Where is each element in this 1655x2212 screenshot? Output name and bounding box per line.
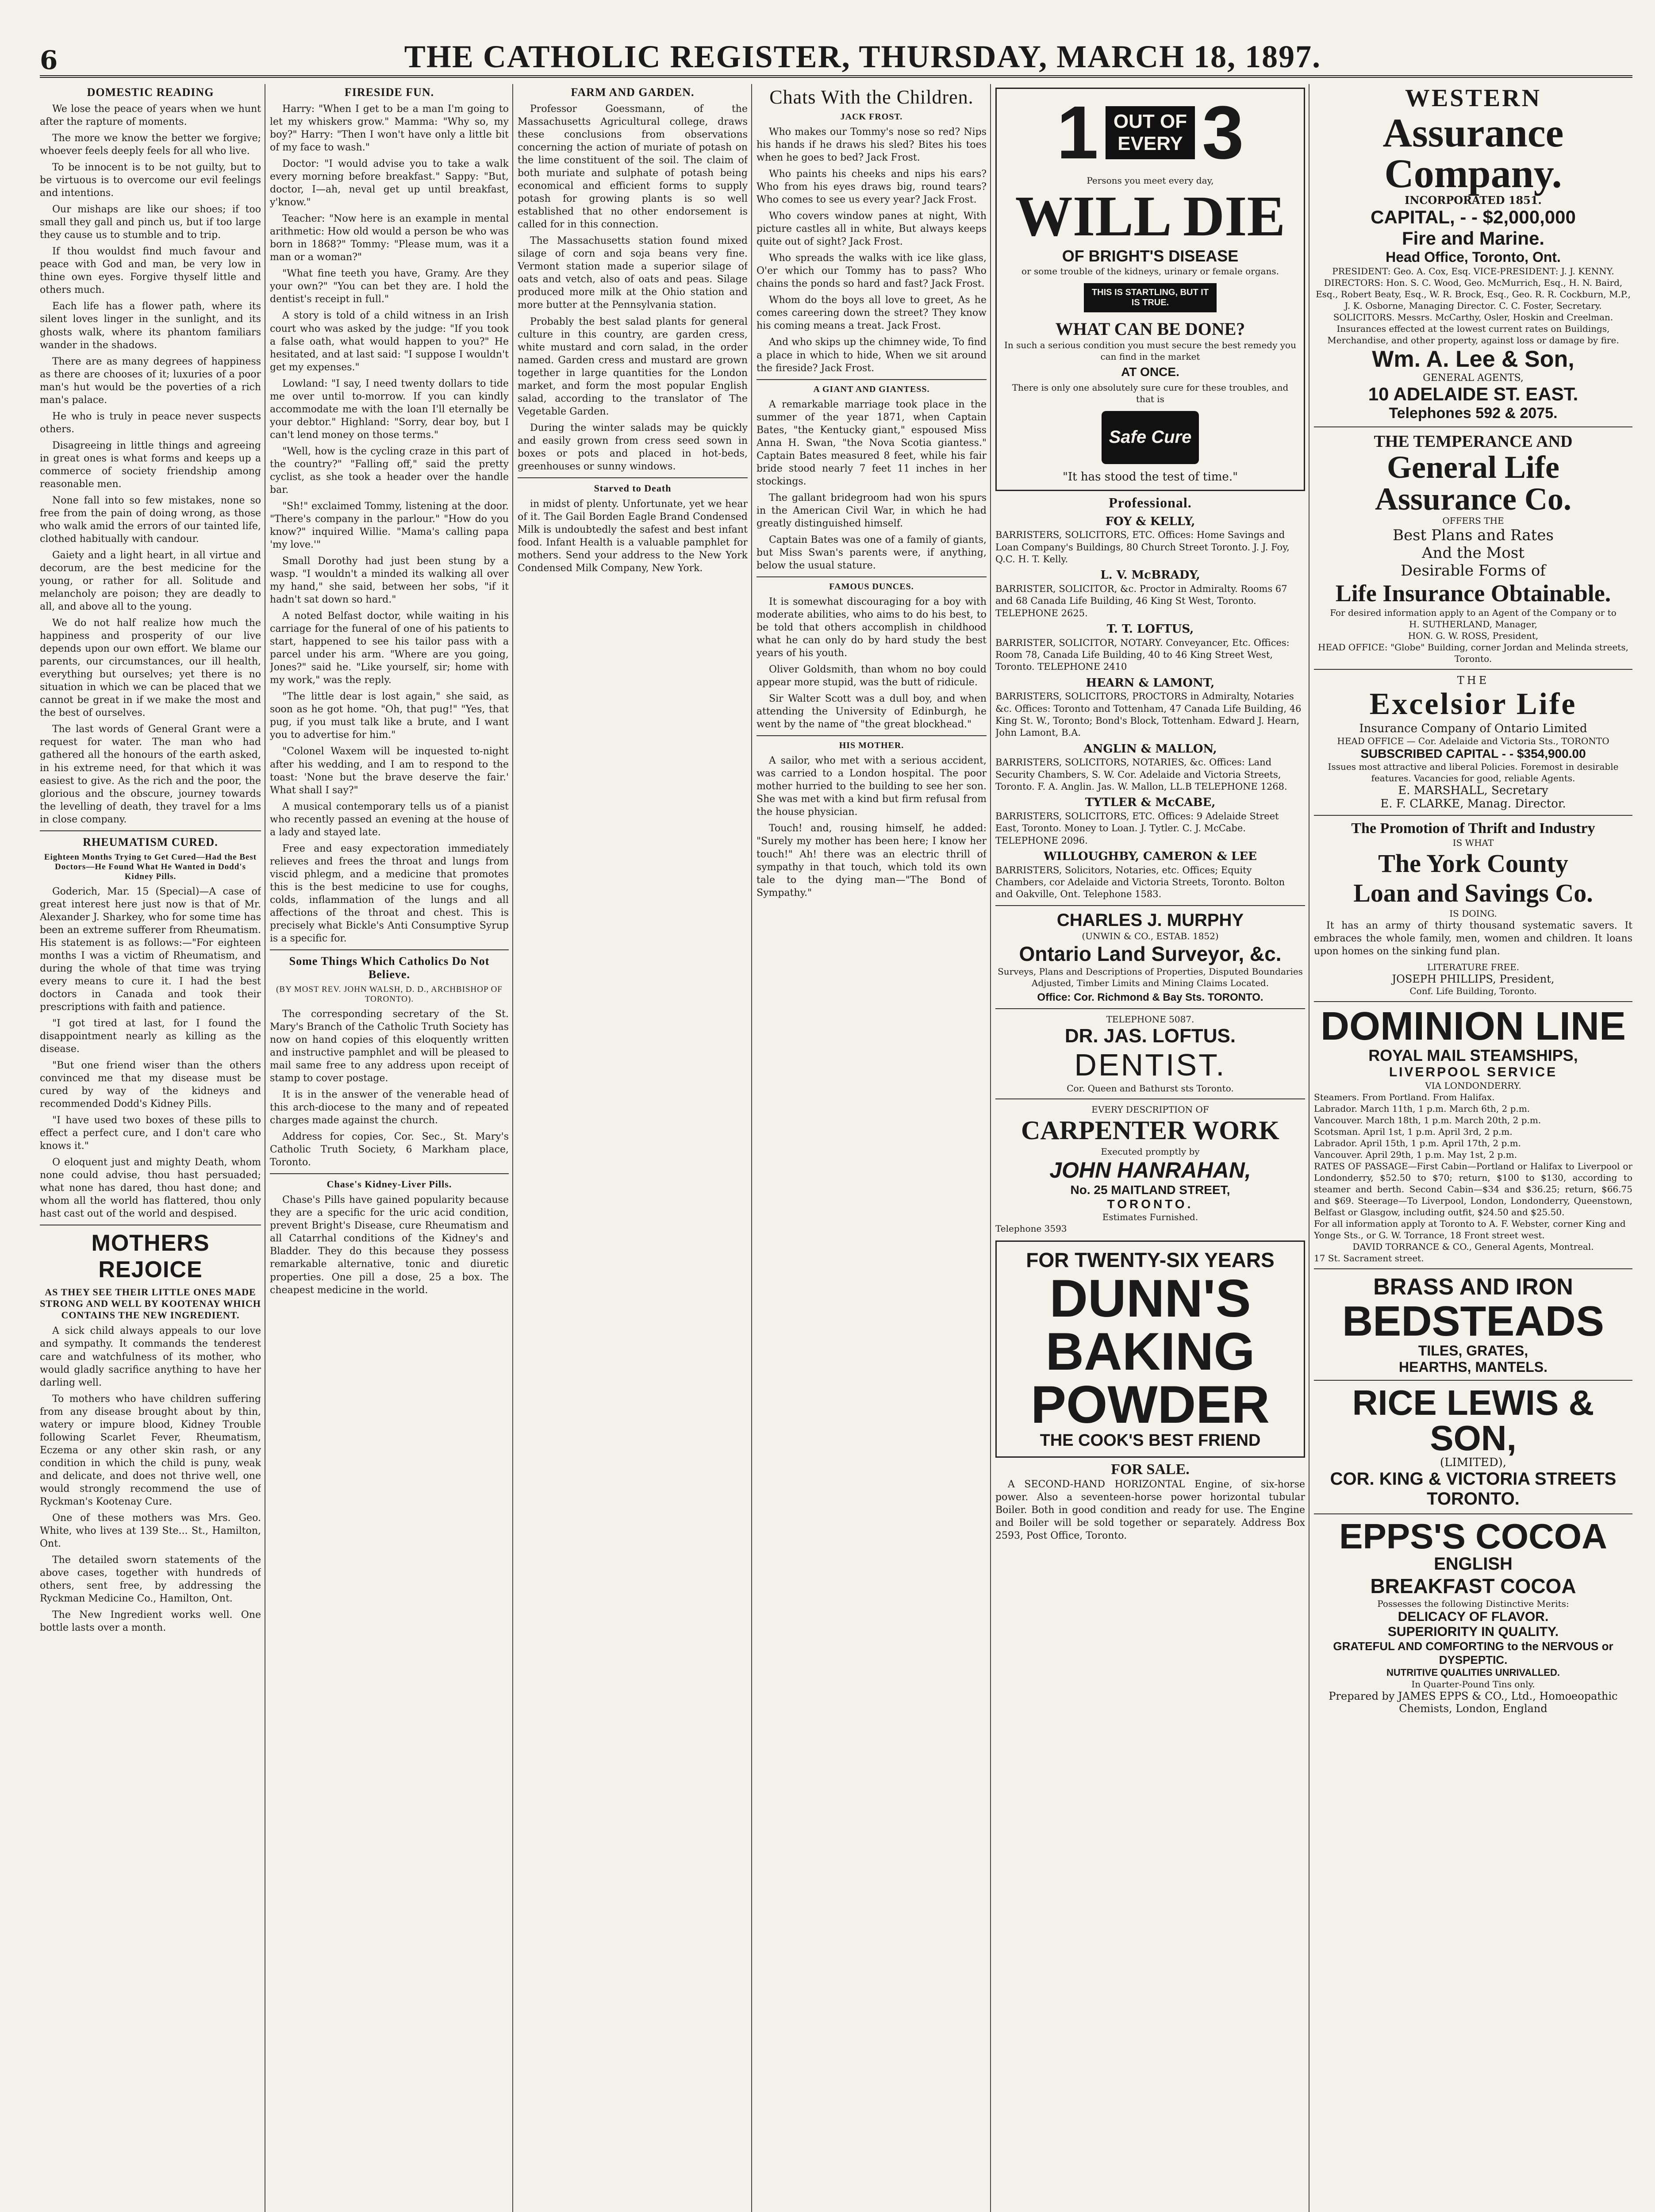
paragraph: To mothers who have children suffering from any disease brought about by thin, watery or impure blood, Kidney Trouble following Scarlet Fever, Rheumatism, Eczema or any other skin rash, or any condition in which the child is puny, weak and delicate, and does not thrive well, one would strongly recommend the use of Ryckman's Kootenay Cure. [40,1393,261,1507]
dunn-brand: DUNN'S [1049,1268,1251,1328]
york-lit: LITERATURE FREE. [1427,962,1520,973]
excel-head: HEAD OFFICE — Cor. Adelaide and Victoria Sts., TORONTO [1337,736,1609,746]
section-heading: FARM AND GARDEN. [571,86,695,99]
paragraph: Oliver Goldsmith, than whom no boy could appear more stupid, was the butt of ridicule. [756,664,987,688]
rice-l2: (LIMITED), [1440,1456,1507,1470]
sailing-schedule [1314,1091,1632,1160]
paragraph: The gallant bridegroom had won his spurs in the American Civil War, in which he had greatly distinguished himself. [756,492,987,529]
article-body [40,885,261,1221]
column-domestic-reading [40,84,261,2212]
paragraph: "Well, how is the cycling craze in this part of the country?" "Falling off," said the pretty cyclist, as she took a header over the handle bar. [270,445,509,495]
professional-heading: Professional. [1109,494,1192,511]
paragraph: Probably the best salad plants for general culture in this country, are garden cress, white mustard and corn salad, in the order named. Garden cress and mustard are grown together in large quantities for the London market, and form the most popular English salad, according to the translator of The Vegetable Garden. [518,316,748,417]
sale-heading: FOR SALE. [1111,1461,1190,1478]
hanrahan-tel: Telephone 3593 [995,1223,1067,1234]
murphy-title: Ontario Land Surveyor, &c. [1019,942,1282,965]
professional-card [995,515,1305,566]
dominion-service: LIVERPOOL SERVICE [1389,1065,1558,1080]
western-capital: CAPITAL, - - $2,000,000 [1371,207,1576,227]
firm-name: ANGLIN & MALLON, [1083,742,1217,756]
western-dir: DIRECTORS: Hon. S. C. Wood, Geo. McMurrich, Esq., H. N. Baird, Esq., Robert Beaty, Esq., W. R. Brock, Esq., Geo. R. R. Cockburn, M.P., J. K. Osborne, Managing Director. C. C. Foster, Secretary. [1316,277,1631,311]
temp-info: For desired information apply to an Agent of the Company or to [1330,607,1617,618]
epps-l10: Prepared by JAMES EPPS & CO., Ltd., Homoeopathic Chemists, London, England [1329,1690,1618,1715]
column-farm-garden [518,84,748,2212]
divider [1314,426,1632,427]
western-office: Head Office, Toronto, Ont. [1386,249,1561,265]
paragraph: The more we know the better we forgive; whoever feels deeply feels for all who live. [40,133,261,157]
article-body [756,595,987,731]
ad-body2: There is only one absolutely sure cure for these troubles, and that is [1012,382,1289,404]
brass-l2: BEDSTEADS [1342,1298,1605,1345]
hanrahan-city: TORONTO. [1107,1197,1194,1211]
paragraph: "I have used two boxes of these pills to effect a perfect cure, and I don't care who knows it." [40,1115,261,1152]
paragraph: Chase's Pills have gained popularity because they are a specific for the uric acid condition, prevent Bright's Disease, cure Rheumatism and all Catarrhal conditions of the Kidney's and Bladder. They do this because they possess remarkable alternative, tonic and diuretic properties. One pill a dose, 25 a box. The cheapest medicine in the world. [270,1194,509,1296]
western-head: WESTERN [1405,84,1542,112]
article-body [756,398,987,572]
epps-l6: SUPERIORITY IN QUALITY. [1387,1624,1559,1640]
york-pres: JOSEPH PHILLIPS, President, [1392,973,1555,986]
western-pres: PRESIDENT: Geo. A. Cox, Esq. VICE-PRESIDENT: J. J. KENNY. [1332,266,1614,276]
rice-l3: COR. KING & VICTORIA STREETS [1330,1469,1617,1489]
divider [1314,1268,1632,1269]
newspaper-page [40,27,1632,2212]
temp-title: General Life Assurance Co. [1375,449,1571,517]
hanrahan-title: CARPENTER WORK [1021,1115,1279,1145]
schedule-row: Vancouver. April 29th, 1 p.m. May 1st, 2 p.m. [1314,1149,1517,1160]
hanrahan-lead: EVERY DESCRIPTION OF [1091,1104,1209,1115]
epps-l4: Possesses the following Distinctive Merits: [1377,1598,1569,1609]
schedule-row: Steamers. From Portland. From Halifax. [1314,1092,1495,1103]
paragraph: To be innocent is to be not guilty, but to be virtuous is to overcome our evil feelings and intentions. [40,162,261,199]
divider [756,379,987,380]
paragraph: Who paints his cheeks and nips his ears? Who from his eyes draws big, round tears? Who comes to see us every year? Jack Frost. [756,169,987,206]
dunns-baking-powder-ad [995,1240,1305,1458]
section-heading: Chase's Kidney-Liver Pills. [326,1179,452,1190]
firm-name: TYTLER & McCABE, [1085,796,1216,810]
schedule-row: Vancouver. March 18th, 1 p.m. March 20th, 2 p.m. [1314,1115,1541,1126]
paragraph: "I got tired at last, for I found the disappointment nearly as killing as the disease. [40,1018,261,1055]
ad-lead: Persons you meet every day, [1087,175,1214,186]
paragraph: The last words of General Grant were a request for water. The man who had gathered all the honours of the earth asked, in his extreme need, for that which it was easiest to give. As the rich and the poor, the glorious and the obscure, journey towards the levelling of death, they travel for a lms in close company. [40,724,261,825]
poem-title: JACK FROST. [840,112,903,122]
ad-test-of-time: "It has stood the test of time." [1062,470,1238,484]
epps-l3: BREAKFAST COCOA [1370,1575,1576,1598]
western-sol: SOLICITORS. Messrs. McCarthy, Osler, Hoskin and Creelman. [1333,312,1613,323]
paragraph: He who is truly in peace never suspects others. [40,411,261,435]
ad-sub: or some trouble of the kidneys, urinary or female organs. [1021,265,1279,276]
paragraph: A musical contemporary tells us of a pianist who recently passed an evening at the house of a lady and stayed late. [270,801,509,838]
hanrahan-sub: Executed promptly by [1101,1146,1200,1157]
ad-body: In such a serious condition you must secure the best remedy you can find in the market [1004,339,1296,362]
dominion-agent: DAVID TORRANCE & CO., General Agents, Montreal. [1352,1241,1594,1252]
schedule-row: Labrador. March 11th, 1 p.m. March 6th, 2 p.m. [1314,1103,1530,1114]
paragraph: A remarkable marriage took place in the summer of the year 1871, when Captain Bates, "the Kentucky giant," espoused Miss Anna H. Swan, "the Nova Scotia giantess." Captain Bates measured 8 feet, while his fair bride stood nearly 7 feet 11 inches in her stockings. [756,399,987,487]
paragraph: Our mishaps are like our shoes; if too small they gall and pinch us, but if too large they cause us to stumble and to trip. [40,204,261,241]
york-l2: Loan and Savings Co. [1353,879,1593,907]
column-chats-children [756,84,987,2212]
firm-name: WILLOUGHBY, CAMERON & LEE [1044,849,1257,863]
york-doing: IS DOING. [1449,908,1497,919]
paragraph: "Colonel Waxem will be inquested to-night after his wedding, and I am to respond to the toast: 'None but the brave deserve the fair.' What shall I say?" [270,746,509,796]
firm-details: BARRISTERS, Solicitors, Notaries, etc. Offices; Equity Chambers, cor Adelaide and Victoria Streets, Toronto. Bolton and Oakville, Ont. Telephone 1583. [995,864,1285,900]
western-addr: 10 ADELAIDE ST. EAST. [1368,384,1578,404]
paragraph: None fall into so few mistakes, none so free from the pain of doing wrong, as those who walk amid the errors of our tainted life, clothed habitually with candour. [40,495,261,545]
dominion-via: VIA LONDONDERRY. [1425,1080,1521,1091]
divider [1314,1513,1632,1514]
schedule-row: Scotsman. April 1st, 1 p.m. April 3rd, 2 p.m. [1314,1126,1513,1137]
western-gen: GENERAL AGENTS, [1423,373,1524,384]
western-tel: Telephones 592 & 2075. [1389,405,1558,422]
section-heading: FIRESIDE FUN. [344,86,434,99]
brass-l4: HEARTHS, MANTELS. [1399,1359,1547,1375]
professional-card [995,795,1305,847]
brass-l1: BRASS AND IRON [1373,1274,1573,1300]
temp-life: Life Insurance Obtainable. [1335,580,1611,607]
paragraph: "The little dear is lost again," she said, as soon as he got home. "Oh, that pug!" "Yes, that pug, if you must talk like a brute, and I want you to advertise for him." [270,691,509,741]
firm-name: T. T. LOFTUS, [1106,622,1194,636]
section-heading: A GIANT AND GIANTESS. [813,384,930,394]
paragraph: It is in the answer of the venerable head of this arch-diocese to the many and of repeated charges made against the church. [270,1089,509,1126]
excel-cap: SUBSCRIBED CAPITAL - - $354,900.00 [1360,747,1586,760]
article-body [270,103,509,945]
temp-man: H. SUTHERLAND, Manager, [1409,619,1537,630]
excel-text: Issues most attractive and liberal Policies. Foremost in desirable features. Vacancies for good, reliable Agents. [1328,761,1619,783]
western-inc: INCORPORATED 1851. [1405,194,1542,207]
paragraph: The New Ingredient works well. One bottle lasts over a month. [40,1609,261,1634]
paragraph: O eloquent just and mighty Death, whom none could advise, thou hast persuaded; what none has dared, thou hast done; and whom all the world has flattered, thou only hast cast out of the world and despised. [40,1157,261,1220]
firm-details: BARRISTERS, SOLICITORS, ETC. Offices: Home Savings and Loan Company's Buildings, 80 Church Street Toronto. J. J. Foy, Q.C. H. T. Kelly. [995,530,1290,565]
dominion-rates: RATES OF PASSAGE—First Cabin—Portland or Halifax to Liverpool or Londonderry, $52.50 to $70; return, $100 to $130, according to steamer and berth. Second Cabin—$34 and $36.25; return, $66.75 and $69. Steerage—To Liverpool, London, Londonderry, Queenstown, Belfast or Glasgow, including outfit, $24.50 and $25.50. [1314,1161,1632,1218]
column-rule [990,84,991,2212]
york-text: It has an army of thirty thousand systematic savers. It embraces the whole family, men, women and children. It loans upon homes on the sinking fund plan. [1314,920,1632,957]
murphy-office: Office: Cor. Richmond & Bay Sts. TORONTO. [1037,991,1263,1003]
section-heading: DOMESTIC READING [87,86,214,99]
professional-card [995,676,1305,739]
paragraph: The corresponding secretary of the St. Mary's Branch of the Catholic Truth Society has now on hand copies of this eloquently written and instructive pamphlet and will be pleased to mail same free to any address upon receipt of stamp to cover postage. [270,1008,509,1084]
paragraph: "Sh!" exclaimed Tommy, listening at the door. "There's company in the parlour." "How do you know?" inquired Willie. "Mama's calling papa 'my love.'" [270,500,509,550]
dentist-addr: Cor. Queen and Bathurst sts Toronto. [1067,1083,1234,1094]
york-addr: Conf. Life Building, Toronto. [1409,986,1537,997]
sale-text: A SECOND-HAND HORIZONTAL Engine, of six-horse power. Also a seventeen-horse power horizontal tubular Boiler. Both in good condition and ready for use. The Engine and Boiler will be sold together or separately. Address Box 2593, Post Office, Toronto. [995,1479,1305,1541]
firm-details: BARRISTERS, SOLICITORS, ETC. Offices: 9 Adelaide Street East, Toronto. Money to Loan. J. Tytler. C. J. McCabe. TELEPHONE 2096. [995,811,1279,846]
paragraph: Who covers window panes at night, With picture castles all in white, But always keeps quite out of sight? Jack Frost. [756,211,987,248]
epps-l2: ENGLISH [1434,1554,1513,1574]
subheading: AS THEY SEE THEIR LITTLE ONES MADE STRONG AND WELL BY KOOTENAY WHICH CONTAINS THE NEW INGREDIENT. [40,1286,261,1321]
section-heading: Some Things Which Catholics Do Not Believe. [289,954,490,981]
paragraph: Address for copies, Cor. Sec., St. Mary's Catholic Truth Society, 6 Markham place, Toronto. [270,1131,509,1168]
article-body [756,754,987,899]
paragraph: It is somewhat discouraging for a boy with moderate abilities, who aims to do his best, to be told that others accomplish in childhood what he can only do by hard study the best years of his youth. [756,596,987,659]
ad-every: EVERY [1117,133,1183,154]
firm-name: L. V. McBRADY, [1100,568,1200,582]
paragraph: Lowland: "I say, I need twenty dollars to tide me over until to-morrow. If you can kindly accommodate me with the loan I'll eternally be your debtor." Highland: "Sorry, dear boy, but I can't lend money on those terms." [270,378,509,441]
dominion-addr: 17 St. Sacrament street. [1314,1253,1424,1264]
excel-sub: Insurance Company of Ontario Limited [1359,722,1587,735]
firm-name: HEARN & LAMONT, [1086,676,1215,690]
paragraph: Sir Walter Scott was a dull boy, and when attending the University of Edinburgh, he went by the name of "the great blockhead." [756,693,987,730]
ad-brights-disease: OF BRIGHT'S DISEASE [1062,246,1239,265]
hanrahan-addr: No. 25 MAITLAND STREET, [1070,1183,1230,1197]
paragraph: Disagreeing in little things and agreeing in great ones is what forms and keeps up a commerce of society friendship among reasonable men. [40,440,261,490]
paragraph: Who makes our Tommy's nose so red? Nips his hands if he draws his sled? Bites his toes when he goes to bed? Jack Frost. [756,127,987,164]
schedule-row: Labrador. April 15th, 1 p.m. April 17th, 2 p.m. [1314,1138,1521,1149]
paragraph: Captain Bates was one of a family of giants, but Miss Swan's parents were, if anything, below the usual stature. [756,534,987,571]
paragraph: The detailed sworn statements of the above cases, together with hundreds of others, sent free, by addressing the Ryckman Medicine Co., Hamilton, Ont. [40,1554,261,1605]
newspaper-title: THE CATHOLIC REGISTER, THURSDAY, MARCH 18, 1897. [404,39,1321,74]
article-body [40,1325,261,1634]
column-rule [512,84,513,2212]
york-promo: The Promotion of Thrift and Industry [1351,820,1595,837]
paragraph: Free and easy expectoration immediately relieves and frees the throat and lungs from viscid phlegm, and a medicine that promotes this is the best medicine to use for coughs, colds, inflammation of the lungs and all affections of the throat and chest. This is precisely what Bickle's Anti Consumptive Syrup is a specific for. [270,843,509,944]
paragraph: Harry: "When I get to be a man I'm going to let my whiskers grow." Mamma: "Why so, my boy?" Harry: "Then I won't have only a little bit of my face to wash." [270,104,509,154]
article-body [518,103,748,473]
paragraph: During the winter salads may be quickly and easily grown from cress seed sown in boxes or pots and placed in hot-beds, greenhouses or sunny windows. [518,422,748,472]
section-heading: Starved to Death [594,482,672,494]
york-title: The York County [1378,849,1568,878]
paragraph: And who skips up the chimney wide, To find a place in which to hide, When we sit around the fireside? Jack Frost. [756,337,987,374]
page-number: 6 [40,45,58,75]
column-ads-professional [995,84,1305,2212]
dunn-lead: FOR TWENTY-SIX YEARS [1026,1248,1275,1271]
paragraph: The Massachusetts station found mixed silage of corn and soja beans very fine. Vermont station made a superior silage of oats and vetch, also of oats and peas. Silage produced more milk at the Ohio station and more butter at the Pennsylvania station. [518,235,748,311]
divider [995,1008,1305,1009]
firm-details: BARRISTERS, SOLICITORS, NOTARIES, &c. Offices: Land Security Chambers, S. W. Cor. Adelaide and Victoria Streets, Toronto. F. A. Anglin. Jas. W. Mallon, LL.B TELEPHONE 1268. [995,757,1287,792]
paragraph: There are as many degrees of happiness as there are chooses of it; luxuries of a poor man's hut would be the poverties of a rich man's palace. [40,356,261,406]
dunn-powder: POWDER [1031,1375,1270,1434]
western-text: Insurances effected at the lowest current rates on Buildings, Merchandise, and other property, against loss or damage by fire. [1327,323,1619,346]
professional-card [995,849,1305,901]
divider [1314,669,1632,670]
article-body [518,498,748,575]
ad-startling: THIS IS STARTLING, BUT IT IS TRUE. [1084,283,1217,312]
divider [270,1173,509,1174]
paragraph: Doctor: "I would advise you to take a walk every morning before breakfast." Sappy: "But, doctor, I—ah, neval get up until breakfast, y'know." [270,158,509,208]
article-body [270,1194,509,1296]
paragraph: Small Dorothy had just been stung by a wasp. "I wouldn't a minded its walking all over my hand," she said, between her sobs, "if it hadn't sat down so hard." [270,556,509,606]
excel-the: THE [1457,674,1490,687]
divider [995,905,1305,906]
ad-what-done: WHAT CAN BE DONE? [1055,319,1245,339]
murphy-sub: (UNWIN & CO., ESTAB. 1852) [1082,930,1219,941]
paragraph: Professor Goessmann, of the Massachusetts Agricultural college, draws these conclusions from observations concerning the action of muriate of potash on the lime constituent of the soil. The claim of both muriate and sulphate of potash being economical and efficient forms to supply potash for growing plants is so well established that no other endorsement is called for in this connection. [518,104,748,230]
divider [756,576,987,577]
ad-number-three: 3 [1202,91,1244,175]
brass-l3: TILES, GRATES, [1418,1343,1528,1359]
murphy-text: Surveys, Plans and Descriptions of Properties, Disputed Boundaries Adjusted, Timber Limits and Mining Claims Located. [998,966,1303,988]
rice-l4: TORONTO. [1427,1489,1520,1509]
dunn-baking: BAKING [1045,1321,1255,1381]
paragraph: A noted Belfast doctor, while waiting in his carriage for the funeral of one of his patients to start, happened to see his tailor pass with a parcel under his arm. "Where are you going, Jones?" said he. "Like yourself, sir; home with my work," was the reply. [270,611,509,686]
divider [1314,815,1632,816]
paragraph: We lose the peace of years when we hunt after the rapture of moments. [40,104,261,128]
excel-title: Excelsior Life [1369,687,1577,721]
paragraph: If thou wouldst find much favour and peace with God and man, be very low in thine own eyes. Forgive thyself little and others much. [40,246,261,296]
divider [40,830,261,831]
ad-number-one: 1 [1056,91,1098,175]
dominion-sub: ROYAL MAIL STEAMSHIPS, [1368,1046,1578,1065]
temp-des: Desirable Forms of [1401,562,1546,580]
divider [756,735,987,736]
epps-l1: EPPS'S COCOA [1339,1517,1607,1556]
byline: (BY MOST REV. JOHN WALSH, D. D., ARCHBISHOP OF TORONTO). [276,984,503,1004]
temp-best: Best Plans and Rates [1393,526,1554,544]
paragraph: Teacher: "Now here is an example in mental arithmetic: How old would a person be who was born in 1868?" Tommy: "Please mum, was it a man or a woman?" [270,213,509,263]
paragraph: A story is told of a child witness in an Irish court who was asked by the judge: "If you took a false oath, what would happen to you?" He hesitated, and at last said: "I suppose I wouldn't get my expenses." [270,310,509,373]
temp-office: HEAD OFFICE: "Globe" Building, corner Jordan and Melinda streets, Toronto. [1318,642,1628,664]
article-body [270,1008,509,1169]
murphy-name: CHARLES J. MURPHY [1056,910,1244,930]
dentist-tel: TELEPHONE 5087. [1106,1014,1194,1025]
paragraph: One of these mothers was Mrs. Geo. White, who lives at 139 Ste... St., Hamilton, Ont. [40,1512,261,1549]
divider [270,949,509,950]
firm-name: FOY & KELLY, [1105,515,1195,528]
paragraph: Each life has a flower path, where its silent loves linger in the sunlight, and its ghosts walk, where its phantom familiars wander in the shadows. [40,301,261,351]
safe-cure-logo: Safe Cure [1102,411,1199,464]
dentist-title: DENTIST. [1074,1047,1226,1082]
section-heading: FAMOUS DUNCES. [829,581,914,591]
epps-l5: DELICACY OF FLAVOR. [1398,1609,1549,1624]
paragraph: "What fine teeth you have, Gramy. Are they your own?" "You can bet they are. I hold the dentist's receipt in full." [270,268,509,305]
hanrahan-est: Estimates Furnished. [1102,1211,1198,1222]
divider [1314,1380,1632,1381]
professional-cards [995,515,1305,901]
dunn-tag: THE COOK'S BEST FRIEND [1040,1431,1261,1450]
article-body [40,103,261,826]
ad-at-once: AT ONCE. [1121,365,1179,379]
ad-out-of: OUT OF [1113,111,1187,132]
paragraph: Goderich, Mar. 15 (Special)—A case of great interest here just now is that of Mr. Alexander J. Sharkey, who for some time has been an extreme sufferer from Rheumatism. His statement is as follows:—"For eighteen months I was a victim of Rheumatism, and during the whole of that time was trying every means to cure it. I had the best doctors in Canada and took their prescriptions with faith and patience. [40,886,261,1013]
ad-out-of-every [1106,106,1195,159]
paragraph: A sailor, who met with a serious accident, was carried to a London hospital. The poor mother hurried to the building to see her son. She was met with a kind but firm refusal from the house physician. [756,755,987,818]
paragraph: in midst of plenty. Unfortunate, yet we hear of it. The Gail Borden Eagle Brand Condensed Milk is undoubtedly the safest and best infant food. Infant Health is a valuable pamphlet for mothers. Send your address to the New York Condensed Milk Company, New York. [518,498,748,574]
temp-and: And the Most [1422,544,1524,562]
paragraph: We do not half realize how much the happiness and prosperity of our live depends upon our own effort. We blame our parents, our circumstances, our ill health, everything but ourselves; yet there is no situation in which we can be placed that we cannot be great in if we make the most and the best of ourselves. [40,618,261,719]
rice-l1: RICE LEWIS & SON, [1352,1383,1594,1458]
western-fire-marine: Fire and Marine. [1402,228,1545,249]
paragraph: Who spreads the walks with ice like glass, O'er which our Tommy has to pass? Who chains the ponds so hard and fast? Jack Frost. [756,253,987,290]
professional-card [995,622,1305,673]
divider [995,1098,1305,1099]
ad-headline: MOTHERS REJOICE [91,1230,210,1283]
epps-l9: In Quarter-Pound Tins only. [1411,1679,1535,1690]
ad-will-die: WILL DIE [1015,184,1286,248]
professional-card [995,568,1305,619]
firm-details: BARRISTER, SOLICITOR, &c. Proctor in Admiralty. Rooms 67 and 68 Canada Life Building, 46 King St West, Toronto. TELEPHONE 2625. [995,583,1287,618]
firm-details: BARRISTER, SOLICITOR, NOTARY. Conveyancer, Etc. Offices: Room 78, Canada Life Building, 40 to 46 King Street West, Toronto. TELEPHONE 2410 [995,637,1290,672]
column-ads-right [1314,84,1632,2212]
poem [756,126,987,375]
divider [518,477,748,478]
hanrahan-name: JOHN HANRAHAN, [1049,1157,1251,1183]
safe-cure-ad [995,88,1305,491]
paragraph: "But one friend wiser than the others convinced me that my disease must be cured by way of the kidneys and recommended Dodd's Kidney Pills. [40,1060,261,1110]
professional-card [995,742,1305,793]
paragraph: Gaiety and a light heart, in all virtue and decorum, are the best medicine for the young, or rather for all. Solitude and melancholy are poison; they are deadly to all, and above all to the young. [40,550,261,613]
epps-l8: NUTRITIVE QUALITIES UNRIVALLED. [1386,1667,1560,1678]
temp-pres: HON. G. W. ROSS, President, [1408,630,1539,641]
firm-details: BARRISTERS, SOLICITORS, PROCTORS in Admiralty, Notaries &c. Offices: Toronto and Tottenham, 47 Canada Life Building, 46 King St. W., Toronto; Bond's Block, Tottenham. Edward J. Hearn, John Lamont, B.A. [995,691,1302,738]
paragraph: Whom do the boys all love to greet, As he comes careering down the street? They know his coming means a treat. Jack Frost. [756,295,987,332]
section-heading: RHEUMATISM CURED. [83,835,218,849]
dentist-name: DR. JAS. LOFTUS. [1064,1025,1236,1047]
section-heading: Chats With the Children. [769,86,974,108]
paragraph: Touch! and, rousing himself, he added: "Surely my mother has been here; I know her touch!" Ah! there was an electric thrill of sympathy in that touch, which told its own tale to the dying man—"The Bond of Sympathy." [756,823,987,899]
divider [1314,1001,1632,1002]
excel-dir: E. F. CLARKE, Manag. Director. [1380,797,1566,810]
western-agent: Wm. A. Lee & Son, [1372,346,1574,372]
excel-sec: E. MARSHALL, Secretary [1398,784,1548,797]
column-fireside-fun [270,84,509,2212]
subheading: Eighteen Months Trying to Get Cured—Had the Best Doctors—He Found What He Wanted in Dodd's Kidney Pills. [44,852,257,881]
york-is: IS WHAT [1452,837,1494,848]
dominion-info: For all information apply at Toronto to A. F. Webster, corner King and Yonge Sts., or G. W. Torrance, 18 Front street west. [1314,1218,1626,1241]
masthead [40,27,1632,78]
column-rule [751,84,752,2212]
dominion-title: DOMINION LINE [1321,1004,1626,1049]
paragraph: A sick child always appeals to our love and sympathy. It commands the tenderest care and watchfulness of its mother, who would gladly sacrifice anything to have her darling well. [40,1325,261,1388]
temp-head: THE TEMPERANCE AND [1374,432,1573,451]
western-title: Assurance Company. [1382,110,1564,196]
temp-offers: OFFERS THE [1442,515,1504,526]
section-heading: HIS MOTHER. [839,741,904,751]
epps-l7: GRATEFUL AND COMFORTING to the NERVOUS or DYSPEPTIC. [1333,1640,1613,1667]
